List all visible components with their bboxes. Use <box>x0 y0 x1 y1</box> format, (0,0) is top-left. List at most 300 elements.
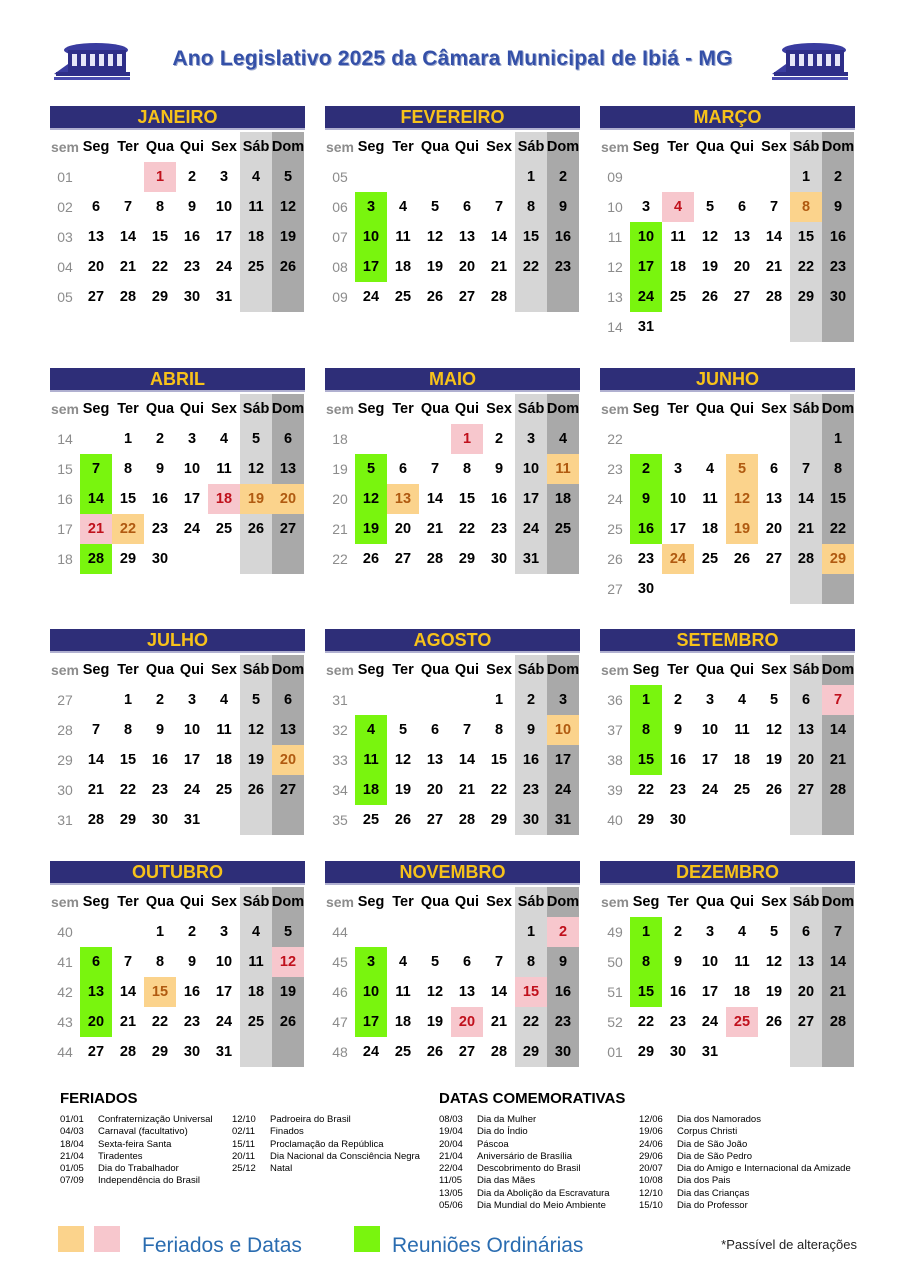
day-cell: 15 <box>458 491 476 507</box>
empty-day-cell <box>483 162 515 192</box>
week-number: 33 <box>332 752 348 768</box>
weekday-header: Qui <box>179 662 205 678</box>
legend-date: 05/06 <box>439 1200 463 1212</box>
weekday-header: Qui <box>179 139 205 155</box>
disclaimer-note: *Passível de alterações <box>721 1237 857 1252</box>
empty-day-cell <box>662 312 694 342</box>
day-cell: 3 <box>355 192 387 222</box>
weekday-header: sem <box>50 401 80 417</box>
day-cell: 20 <box>458 259 476 275</box>
weekday-header: Qui <box>179 894 205 910</box>
weekday-header: Qua <box>145 662 175 678</box>
day-cell: 20 <box>426 782 444 798</box>
day-cell: 9 <box>630 484 662 514</box>
weekday-header: Dom <box>547 394 579 424</box>
legend-date: 25/12 <box>232 1163 256 1175</box>
weekday-header: Seg <box>632 139 660 155</box>
day-cell: 1 <box>790 162 822 192</box>
meetings-legend-label: Reuniões Ordinárias <box>392 1234 584 1257</box>
month-junho <box>600 368 855 604</box>
legend-date: 07/09 <box>60 1175 84 1187</box>
empty-day-cell <box>80 685 112 715</box>
weekday-header: Seg <box>82 894 110 910</box>
week-number: 50 <box>607 954 623 970</box>
week-number: 20 <box>332 491 348 507</box>
weekday-header: Ter <box>392 401 414 417</box>
weekday-header: sem <box>325 139 355 155</box>
day-cell: 22 <box>637 782 655 798</box>
day-cell: 19 <box>394 782 412 798</box>
week-number: 31 <box>57 812 73 828</box>
legend-name: Dia do Amigo e Internacional da Amizade <box>677 1163 851 1175</box>
legend-date: 19/04 <box>439 1126 463 1138</box>
legend-date: 21/04 <box>60 1150 84 1162</box>
legend-date: 21/04 <box>439 1150 463 1162</box>
day-cell: 24 <box>515 514 547 544</box>
empty-day-cell <box>451 917 483 947</box>
weekday-header: Sex <box>486 662 512 678</box>
day-cell: 18 <box>394 1014 412 1030</box>
day-cell: 22 <box>458 521 476 537</box>
day-cell: 20 <box>790 977 822 1007</box>
day-cell: 13 <box>272 715 304 745</box>
empty-day-cell <box>726 1037 758 1067</box>
day-cell: 8 <box>123 461 133 477</box>
day-cell: 16 <box>151 752 169 768</box>
empty-day-cell <box>758 424 790 454</box>
weekday-header: Sex <box>486 139 512 155</box>
weekday-header: Sex <box>761 894 787 910</box>
legend-row <box>639 1151 851 1163</box>
day-cell: 23 <box>151 782 169 798</box>
legend-name: Dia de São João <box>677 1138 748 1150</box>
day-cell: 29 <box>119 812 137 828</box>
legend-row <box>439 1114 610 1126</box>
day-cell: 15 <box>515 977 547 1007</box>
day-cell: 11 <box>670 229 686 245</box>
week-number: 09 <box>607 169 623 185</box>
day-cell: 13 <box>790 715 822 745</box>
day-cell: 4 <box>219 431 229 447</box>
day-cell: 18 <box>394 259 412 275</box>
legend-name: Dia de São Pedro <box>677 1150 752 1162</box>
day-cell: 19 <box>426 259 444 275</box>
legend-row <box>60 1151 213 1163</box>
day-cell: 13 <box>87 229 105 245</box>
day-cell: 27 <box>458 1044 476 1060</box>
day-cell: 18 <box>355 775 387 805</box>
day-cell: 12 <box>394 752 412 768</box>
empty-day-cell <box>547 544 579 574</box>
empty-day-cell <box>80 917 112 947</box>
day-cell: 17 <box>701 752 719 768</box>
day-cell: 6 <box>790 917 822 947</box>
day-cell: 24 <box>183 521 201 537</box>
day-cell: 11 <box>702 491 718 507</box>
day-cell: 2 <box>673 924 683 940</box>
day-cell: 10 <box>630 222 662 252</box>
day-cell: 2 <box>547 917 579 947</box>
day-cell: 10 <box>669 491 687 507</box>
day-cell: 16 <box>183 984 201 1000</box>
week-number: 22 <box>607 431 623 447</box>
day-cell: 4 <box>547 424 579 454</box>
weekday-header: Dom <box>822 132 854 162</box>
legend-row <box>232 1139 420 1151</box>
day-cell: 10 <box>183 461 201 477</box>
month-dezembro <box>600 861 855 1067</box>
legend-date: 20/11 <box>232 1150 256 1162</box>
legend-name: Independência do Brasil <box>98 1175 200 1187</box>
empty-day-cell <box>790 574 822 604</box>
day-cell: 15 <box>630 745 662 775</box>
day-cell: 10 <box>215 954 233 970</box>
day-cell: 13 <box>458 984 476 1000</box>
weekday-header: Ter <box>667 401 689 417</box>
day-cell: 5 <box>769 692 779 708</box>
day-cell: 26 <box>240 514 272 544</box>
legend-date: 15/10 <box>639 1200 663 1212</box>
empty-day-cell <box>419 685 451 715</box>
month-grid <box>600 887 855 1067</box>
day-cell: 21 <box>822 977 854 1007</box>
day-cell: 14 <box>119 229 137 245</box>
day-cell: 5 <box>272 162 304 192</box>
day-cell: 8 <box>155 954 165 970</box>
day-cell: 1 <box>155 924 165 940</box>
day-cell: 24 <box>701 782 719 798</box>
day-cell: 12 <box>355 484 387 514</box>
day-cell: 18 <box>208 484 240 514</box>
empty-day-cell <box>758 312 790 342</box>
month-name: MAIO <box>325 368 580 392</box>
day-cell: 28 <box>426 551 444 567</box>
empty-day-cell <box>790 424 822 454</box>
day-cell: 28 <box>765 289 783 305</box>
day-cell: 14 <box>490 984 508 1000</box>
day-cell: 7 <box>80 454 112 484</box>
day-cell: 19 <box>726 514 758 544</box>
month-name: NOVEMBRO <box>325 861 580 885</box>
day-cell: 19 <box>701 259 719 275</box>
day-cell: 1 <box>515 162 547 192</box>
month-outubro <box>50 861 305 1067</box>
weekday-header: Dom <box>272 887 304 917</box>
day-cell: 13 <box>733 229 751 245</box>
day-cell: 24 <box>215 259 233 275</box>
weekday-header: Seg <box>357 401 385 417</box>
day-cell: 22 <box>151 1014 169 1030</box>
empty-day-cell <box>80 162 112 192</box>
day-cell: 8 <box>462 461 472 477</box>
empty-day-cell <box>758 574 790 604</box>
empty-day-cell <box>758 805 790 835</box>
day-cell: 23 <box>637 551 655 567</box>
week-number: 51 <box>607 984 623 1000</box>
empty-day-cell <box>387 685 419 715</box>
day-cell: 2 <box>515 685 547 715</box>
day-cell: 7 <box>494 199 504 215</box>
weekday-header: Qua <box>420 139 450 155</box>
day-cell: 5 <box>272 917 304 947</box>
day-cell: 5 <box>355 454 387 484</box>
week-number: 27 <box>57 692 73 708</box>
legend-date: 12/10 <box>232 1114 256 1125</box>
day-cell: 9 <box>673 722 683 738</box>
day-cell: 28 <box>80 544 112 574</box>
empty-day-cell <box>451 162 483 192</box>
weekday-header: Dom <box>822 394 854 424</box>
weekday-header: Sáb <box>790 394 822 424</box>
week-number: 21 <box>332 521 348 537</box>
empty-day-cell <box>790 312 822 342</box>
weekday-header: Seg <box>82 401 110 417</box>
day-cell: 4 <box>705 461 715 477</box>
week-number: 16 <box>57 491 73 507</box>
day-cell: 11 <box>395 984 411 1000</box>
weekday-header: Sex <box>761 401 787 417</box>
weekday-header: Ter <box>667 139 689 155</box>
empty-day-cell <box>758 1037 790 1067</box>
month-grid <box>600 394 855 604</box>
weekday-header: Qui <box>729 139 755 155</box>
day-cell: 21 <box>80 514 112 544</box>
day-cell: 10 <box>701 954 719 970</box>
legend-date: 01/05 <box>60 1163 84 1175</box>
chamber-building-logo <box>770 40 850 82</box>
legend-row <box>60 1114 213 1126</box>
day-cell: 25 <box>726 1007 758 1037</box>
day-cell: 25 <box>362 812 380 828</box>
day-cell: 6 <box>91 199 101 215</box>
week-number: 01 <box>57 169 73 185</box>
week-number: 24 <box>607 491 623 507</box>
weekday-header: Qui <box>454 139 480 155</box>
week-number: 05 <box>57 289 73 305</box>
day-cell: 15 <box>790 222 822 252</box>
day-cell: 23 <box>151 521 169 537</box>
day-cell: 7 <box>123 199 133 215</box>
week-number: 03 <box>57 229 73 245</box>
holiday-swatch-pink <box>94 1226 120 1252</box>
weekday-header: Qui <box>729 662 755 678</box>
day-cell: 14 <box>790 484 822 514</box>
day-cell: 4 <box>355 715 387 745</box>
day-cell: 11 <box>734 954 750 970</box>
legend-name: Dia Nacional da Consciência Negra <box>270 1150 420 1162</box>
weekday-header: Dom <box>547 887 579 917</box>
day-cell: 1 <box>144 162 176 192</box>
month-name: SETEMBRO <box>600 629 855 653</box>
day-cell: 27 <box>458 289 476 305</box>
week-number: 30 <box>57 782 73 798</box>
weekday-header: Ter <box>392 894 414 910</box>
day-cell: 13 <box>790 947 822 977</box>
day-cell: 18 <box>733 752 751 768</box>
day-cell: 13 <box>387 484 419 514</box>
day-cell: 23 <box>515 775 547 805</box>
day-cell: 6 <box>80 947 112 977</box>
day-cell: 30 <box>822 282 854 312</box>
day-cell: 15 <box>515 222 547 252</box>
week-number: 44 <box>57 1044 73 1060</box>
legend-name: Padroeira do Brasil <box>270 1114 351 1125</box>
day-cell: 20 <box>451 1007 483 1037</box>
week-number: 22 <box>332 551 348 567</box>
week-number: 44 <box>332 924 348 940</box>
day-cell: 24 <box>547 775 579 805</box>
legend-name: Dia Mundial do Meio Ambiente <box>477 1200 606 1212</box>
legend-row <box>60 1126 213 1138</box>
month-name: ABRIL <box>50 368 305 392</box>
weekday-header: Sáb <box>240 655 272 685</box>
week-number: 05 <box>332 169 348 185</box>
month-grid <box>600 132 855 342</box>
day-cell: 14 <box>80 484 112 514</box>
empty-day-cell <box>694 424 726 454</box>
day-cell: 20 <box>80 1007 112 1037</box>
day-cell: 26 <box>765 1014 783 1030</box>
day-cell: 18 <box>733 984 751 1000</box>
day-cell: 20 <box>733 259 751 275</box>
week-number: 43 <box>57 1014 73 1030</box>
day-cell: 14 <box>426 491 444 507</box>
week-number: 08 <box>332 259 348 275</box>
legend-date: 12/10 <box>639 1187 663 1199</box>
weekday-header: Qua <box>420 894 450 910</box>
day-cell: 6 <box>398 461 408 477</box>
day-cell: 10 <box>183 722 201 738</box>
weekday-header: Qui <box>179 401 205 417</box>
day-cell: 30 <box>183 1044 201 1060</box>
week-number: 40 <box>607 812 623 828</box>
day-cell: 29 <box>637 1044 655 1060</box>
legend-row <box>60 1163 213 1175</box>
week-number: 52 <box>607 1014 623 1030</box>
day-cell: 8 <box>155 199 165 215</box>
datas-list <box>439 1114 610 1212</box>
day-cell: 25 <box>733 782 751 798</box>
empty-day-cell <box>272 1037 304 1067</box>
day-cell: 25 <box>394 1044 412 1060</box>
legend-name: Dia do Trabalhador <box>98 1163 179 1175</box>
day-cell: 5 <box>430 199 440 215</box>
weekday-header: Ter <box>117 662 139 678</box>
day-cell: 8 <box>515 947 547 977</box>
day-cell: 23 <box>822 252 854 282</box>
month-agosto <box>325 629 580 835</box>
empty-day-cell <box>662 424 694 454</box>
week-number: 40 <box>57 924 73 940</box>
empty-day-cell <box>758 162 790 192</box>
day-cell: 12 <box>765 954 783 970</box>
day-cell: 17 <box>355 1007 387 1037</box>
day-cell: 30 <box>490 551 508 567</box>
day-cell: 31 <box>515 544 547 574</box>
week-number: 02 <box>57 199 73 215</box>
empty-day-cell <box>240 1037 272 1067</box>
empty-day-cell <box>355 162 387 192</box>
empty-day-cell <box>822 312 854 342</box>
day-cell: 28 <box>87 812 105 828</box>
day-cell: 29 <box>790 282 822 312</box>
legend-row <box>439 1188 610 1200</box>
empty-day-cell <box>790 805 822 835</box>
day-cell: 1 <box>123 692 133 708</box>
week-number: 42 <box>57 984 73 1000</box>
empty-day-cell <box>822 1037 854 1067</box>
weekday-header: Ter <box>392 139 414 155</box>
day-cell: 3 <box>187 692 197 708</box>
day-cell: 24 <box>630 282 662 312</box>
day-cell: 10 <box>547 715 579 745</box>
day-cell: 27 <box>87 289 105 305</box>
month-name: MARÇO <box>600 106 855 130</box>
feriados-list <box>232 1114 420 1175</box>
day-cell: 31 <box>215 289 233 305</box>
day-cell: 28 <box>790 544 822 574</box>
day-cell: 27 <box>733 289 751 305</box>
day-cell: 14 <box>458 752 476 768</box>
day-cell: 10 <box>355 222 387 252</box>
empty-day-cell <box>387 917 419 947</box>
month-grid <box>50 887 305 1067</box>
day-cell: 2 <box>155 431 165 447</box>
empty-day-cell <box>112 162 144 192</box>
day-cell: 9 <box>187 199 197 215</box>
day-cell: 16 <box>547 222 579 252</box>
month-grid <box>325 394 580 574</box>
day-cell: 27 <box>426 812 444 828</box>
day-cell: 14 <box>490 229 508 245</box>
day-cell: 17 <box>215 229 233 245</box>
day-cell: 17 <box>183 752 201 768</box>
day-cell: 1 <box>630 685 662 715</box>
day-cell: 26 <box>426 289 444 305</box>
day-cell: 26 <box>701 289 719 305</box>
day-cell: 4 <box>240 162 272 192</box>
day-cell: 27 <box>272 775 304 805</box>
month-name: OUTUBRO <box>50 861 305 885</box>
day-cell: 13 <box>458 229 476 245</box>
day-cell: 20 <box>394 521 412 537</box>
weekday-header: Qui <box>454 662 480 678</box>
legend-name: Páscoa <box>477 1138 509 1150</box>
day-cell: 24 <box>215 1014 233 1030</box>
empty-day-cell <box>662 574 694 604</box>
weekday-header: Seg <box>632 662 660 678</box>
weekday-header: Ter <box>667 662 689 678</box>
day-cell: 28 <box>822 775 854 805</box>
day-cell: 15 <box>630 977 662 1007</box>
day-cell: 9 <box>547 947 579 977</box>
day-cell: 23 <box>183 259 201 275</box>
day-cell: 22 <box>112 514 144 544</box>
day-cell: 11 <box>395 229 411 245</box>
weekday-header: Qua <box>695 401 725 417</box>
day-cell: 7 <box>822 917 854 947</box>
legend-date: 18/04 <box>60 1138 84 1150</box>
week-number: 38 <box>607 752 623 768</box>
week-number: 06 <box>332 199 348 215</box>
day-cell: 6 <box>737 199 747 215</box>
empty-day-cell <box>726 805 758 835</box>
week-number: 31 <box>332 692 348 708</box>
empty-day-cell <box>726 574 758 604</box>
week-number: 35 <box>332 812 348 828</box>
empty-day-cell <box>694 805 726 835</box>
day-cell: 23 <box>490 521 508 537</box>
